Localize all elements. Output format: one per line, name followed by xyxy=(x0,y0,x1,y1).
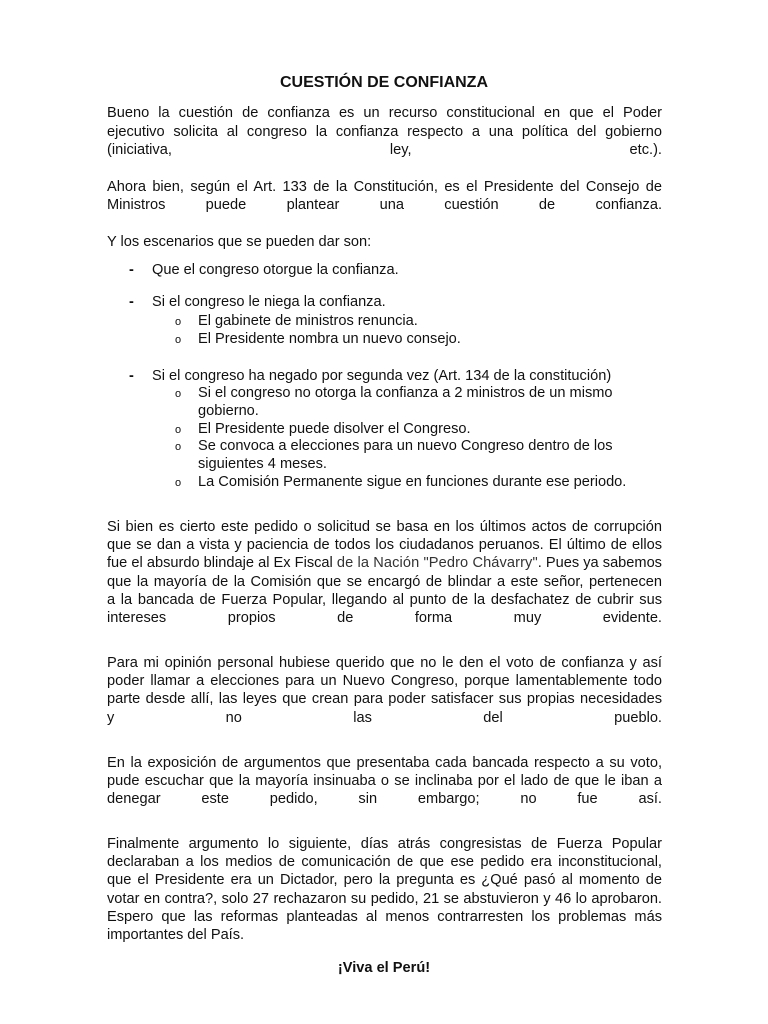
text-line: Si el congreso no otorga la confianza a 2 ministros de un mismo xyxy=(198,385,613,401)
sub-bullet-marker: o xyxy=(175,441,182,453)
text-line: Si bien es cierto este pedido o solicitud se basa en los últimos actos de corrupción xyxy=(107,519,662,535)
text-line: fue el absurdo blindaje al Ex Fiscal de la Nación "Pedro Chávarry". Pues ya sabemos xyxy=(107,555,662,572)
text-line: Espero que las reformas planteadas al menos contrarresten los problemas más xyxy=(107,908,662,925)
text-line: a la bancada de Fuerza Popular, llegando al punto de la desfachatez de cubrir sus xyxy=(107,591,662,608)
sub-bullet-marker: o xyxy=(175,424,182,436)
text-line: que la mayoría de la Comisión que se encargó de blindar a este señor, pertenecen xyxy=(107,573,662,590)
text-line: gobierno. xyxy=(198,403,259,419)
bullet-dash: - xyxy=(129,368,134,384)
text-line: (iniciativa, ley, etc.). xyxy=(107,142,662,158)
quoted-name: de la Nación "Pedro Chávarry" xyxy=(336,555,538,572)
text-line: poder llamar a elecciones para un Nuevo Congreso, porque lamentablemente todo xyxy=(107,673,662,690)
sub-bullet-marker: o xyxy=(175,334,182,346)
sub-bullet-marker: o xyxy=(175,316,182,328)
text-line: El Presidente nombra un nuevo consejo. xyxy=(198,331,461,347)
text-line: pude escuchar que la mayoría insinuaba o se inclinaba por el lado de que le iban a xyxy=(107,773,662,790)
sub-bullet-marker: o xyxy=(175,388,182,400)
text-line: intereses propios de forma muy evidente. xyxy=(107,610,662,626)
text-line: declaraban a los medios de comunicación de que ese pedido era inconstitucional, xyxy=(107,854,662,871)
text-line: parte desde allí, las leyes que crean para poder satisfacer sus propias necesidades xyxy=(107,691,662,708)
text-line: La Comisión Permanente sigue en funciones durante ese periodo. xyxy=(198,474,627,490)
text-line: En la exposición de argumentos que presentaba cada bancada respecto a su voto, xyxy=(107,755,662,771)
text-line: Si el congreso ha negado por segunda vez (Art. 134 de la constitución) xyxy=(152,368,612,384)
text-line: y no las del pueblo. xyxy=(107,709,662,726)
sub-bullet-marker: o xyxy=(175,477,182,489)
text-line: El Presidente puede disolver el Congreso. xyxy=(198,421,471,437)
document-title: CUESTIÓN DE CONFIANZA xyxy=(280,74,488,91)
text-line: ejecutivo solicita al congreso la confianza respecto a una política del gobierno xyxy=(107,124,662,140)
bullet-dash: - xyxy=(129,262,134,278)
text-line: Bueno la cuestión de confianza es un recurso constitucional en que el Poder xyxy=(107,105,662,121)
text-line: Finalmente argumento lo siguiente, días atrás congresistas de Fuerza Popular xyxy=(107,836,662,852)
bullet-dash: - xyxy=(129,294,134,310)
text-line: El gabinete de ministros renuncia. xyxy=(198,313,418,329)
text-line: Se convoca a elecciones para un nuevo Congreso dentro de los xyxy=(198,438,613,454)
text-line: Que el congreso otorgue la confianza. xyxy=(152,262,399,278)
text-line: denegar este pedido, sin embargo; no fue así. xyxy=(107,791,662,808)
text-line: Ministros puede plantear una cuestión de confianza. xyxy=(107,197,662,213)
closing-line: ¡Viva el Perú! xyxy=(337,960,431,976)
text-line: Y los escenarios que se pueden dar son: xyxy=(107,234,372,250)
text-line: Ahora bien, según el Art. 133 de la Constitución, es el Presidente del Consejo de xyxy=(107,179,662,195)
text-line: Si el congreso le niega la confianza. xyxy=(152,294,386,310)
text-line: que el Presidente era un Dictador, pero la pregunta es ¿Qué pasó al momento de xyxy=(107,872,662,889)
text-line: siguientes 4 meses. xyxy=(198,456,327,472)
text-line: votar en contra?, solo 27 rechazaron su pedido, 21 se abstuvieron y 46 lo aprobaron. xyxy=(107,890,662,907)
text-line: Para mi opinión personal hubiese querido que no le den el voto de confianza y así xyxy=(107,655,662,671)
text-line: que se dan a vista y paciencia de todos los ciudadanos peruanos. El último de ellos xyxy=(107,537,662,554)
text-line: importantes del País. xyxy=(107,927,245,943)
